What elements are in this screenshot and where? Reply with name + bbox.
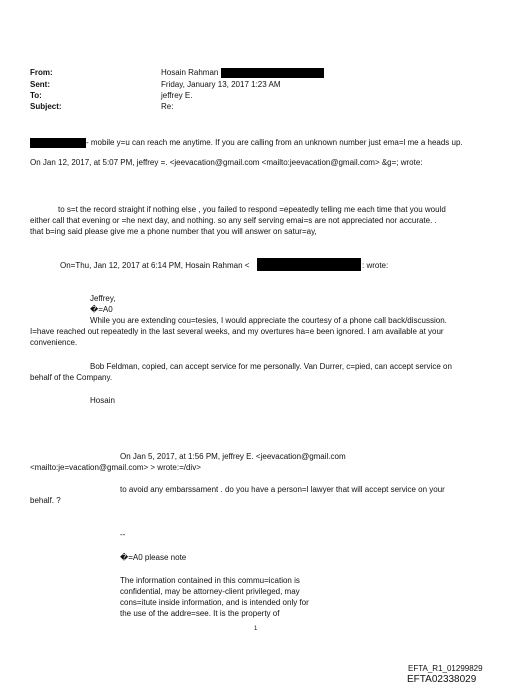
- body-line: that b=ing said please give me a phone number that you will answer on satur=ay,: [30, 227, 317, 236]
- subject-label: Subject:: [30, 102, 62, 111]
- signature: Hosain: [90, 396, 115, 405]
- disclaimer-line: the use of the addre=see. It is the property of: [120, 609, 280, 618]
- body-line: either call that evening or =he next day, and nothing. so any self serving emai=s are not appreciated nor accurate. .: [30, 216, 437, 225]
- sent-value: Friday, January 13, 2017 1:23 AM: [161, 80, 281, 89]
- body-line: - mobile y=u can reach me anytime. If you are calling from an unknown number just ema=l me a heads up.: [86, 138, 463, 147]
- redaction-block: [257, 258, 361, 271]
- quote-header: On=Thu, Jan 12, 2017 at 6:14 PM, Hosain Rahman <: [60, 261, 250, 270]
- page-number: 1: [254, 626, 258, 632]
- disclaimer-line: cons=itute inside information, and is intended only for: [120, 598, 309, 607]
- to-label: To:: [30, 91, 42, 100]
- encoding-artifact: �=A0: [90, 305, 113, 314]
- body-line: I=have reached out repeatedly in the last several weeks, and my overtures ha=e been ignored. I am available at your: [30, 327, 444, 336]
- body-line: behalf of the Company.: [30, 373, 113, 382]
- from-label: From:: [30, 68, 53, 77]
- from-value: Hosain Rahman: [161, 68, 219, 77]
- disclaimer-line: confidential, may be attorney-client privileged, may: [120, 587, 300, 596]
- quote-header-end: : wrote:: [362, 261, 389, 270]
- body-line: to s=t the record straight if nothing else , you failed to respond =epeatedly telling me each time that you would: [58, 205, 446, 214]
- body-line: Bob Feldman, copied, can accept service for me personally. Van Durrer, c=pied, can accept service on: [90, 362, 452, 371]
- body-line: While you are extending cou=tesies, I would appreciate the courtesy of a phone call back/discussion.: [90, 316, 447, 325]
- greeting: Jeffrey,: [90, 294, 116, 303]
- redaction-block: [221, 68, 324, 78]
- encoding-artifact: �=A0 please note: [120, 553, 187, 562]
- separator-dashes: --: [120, 530, 126, 539]
- to-value: jeffrey E.: [161, 91, 193, 100]
- disclaimer-line: The information contained in this commu=ication is: [120, 576, 300, 585]
- quote-header: On Jan 12, 2017, at 5:07 PM, jeffrey =. <jeevacation@gmail.com <mailto:jeevacation@gmail.com> &g=; wrote:: [30, 158, 423, 167]
- sent-label: Sent:: [30, 80, 50, 89]
- quote-header: On Jan 5, 2017, at 1:56 PM, jeffrey E. <jeevacation@gmail.com: [120, 452, 346, 461]
- subject-value: Re:: [161, 102, 174, 111]
- bates-id-primary: EFTA_R1_01299829: [408, 664, 483, 673]
- quote-header: <mailto:je=vacation@gmail.com> > wrote:=/div>: [30, 463, 201, 472]
- body-line: behalf. ?: [30, 496, 61, 505]
- body-line: convenience.: [30, 338, 78, 347]
- body-line: to avoid any embarssament . do you have a person=l lawyer that will accept service on your: [120, 485, 445, 494]
- redaction-block: [30, 138, 86, 148]
- bates-id-secondary: EFTA02338029: [407, 674, 477, 685]
